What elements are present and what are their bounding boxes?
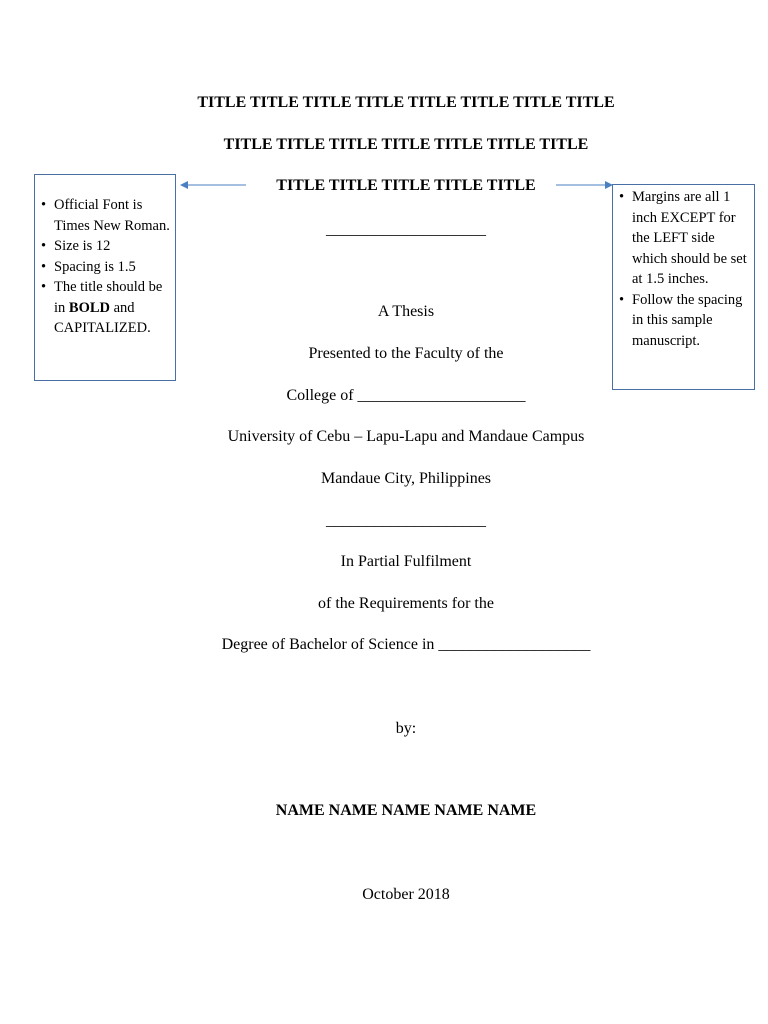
degree-line: Degree of Bachelor of Science in ___________________ — [221, 636, 591, 653]
partial-fulfilment-text: In Partial Fulfilment — [340, 553, 472, 570]
formatting-note-right — [612, 184, 755, 390]
requirements-text: of the Requirements for the — [318, 595, 494, 612]
separator-line-2: ____________________ — [326, 512, 486, 529]
formatting-note-left — [34, 174, 176, 381]
university-text: University of Cebu – Lapu-Lapu and Mandaue Campus — [227, 428, 585, 445]
by-text: by: — [395, 720, 417, 737]
date-text: October 2018 — [362, 886, 450, 903]
note-right-item: • Margins are all 1 inch EXCEPT for the LEFT side which should be set at 1.5 inches. — [613, 187, 750, 290]
college-line: College of _____________________ — [286, 387, 526, 404]
author-names: NAME NAME NAME NAME NAME — [275, 802, 537, 819]
note-left-item: • Official Font is Times New Roman. — [35, 195, 171, 236]
bold-word: BOLD — [68, 299, 110, 316]
title-line-2: TITLE TITLE TITLE TITLE TITLE TITLE TITLE — [223, 136, 589, 153]
note-right-list — [613, 187, 750, 351]
note-text: The title should be in — [54, 279, 163, 316]
a-thesis-text: A Thesis — [377, 303, 435, 320]
separator-line-1: ____________________ — [326, 221, 486, 238]
note-left-item: • Spacing is 1.5 — [35, 257, 171, 278]
city-text: Mandaue City, Philippines — [320, 470, 492, 487]
title-line-1: TITLE TITLE TITLE TITLE TITLE TITLE TITLE TITLE — [197, 94, 615, 111]
note-right-item: • Follow the spacing in this sample manuscript. — [613, 290, 750, 352]
note-left-list — [35, 195, 171, 339]
title-line-3: TITLE TITLE TITLE TITLE TITLE — [276, 177, 536, 194]
note-text: and CAPITALIZED. — [54, 299, 151, 336]
presented-text: Presented to the Faculty of the — [308, 345, 504, 362]
note-left-item-bold-caps — [35, 277, 171, 339]
note-left-item: • Size is 12 — [35, 236, 171, 257]
